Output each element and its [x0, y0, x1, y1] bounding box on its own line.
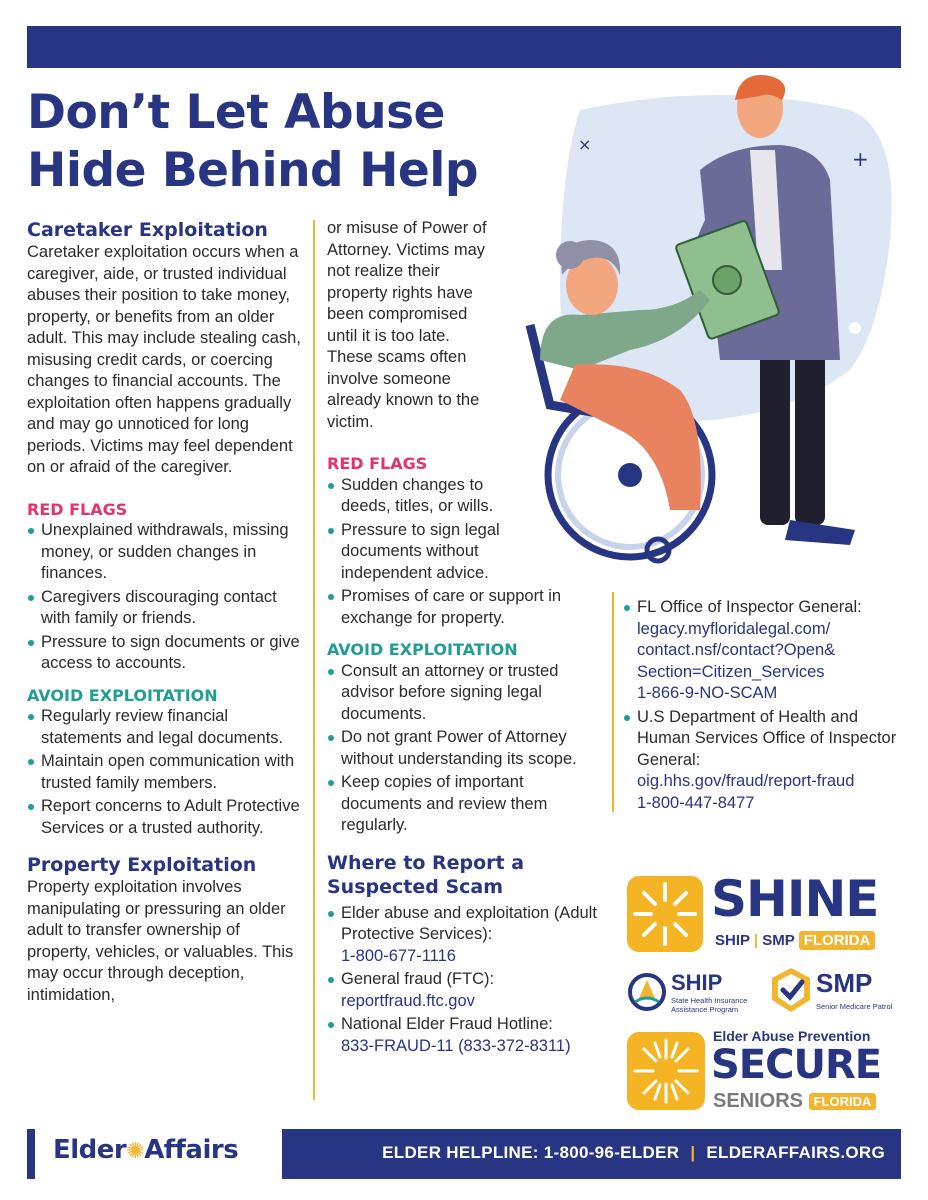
report-heading: Where to Report a Suspected Scam — [327, 851, 525, 898]
list-item: Unexplained withdrawals, missing money, or sudden changes in finances. — [27, 520, 302, 585]
property-body-part2: or misuse of Power of Attorney. Victims may not realize their property rights have been compromised until it is too late. These scams often involve someone already known to the victim. — [327, 219, 487, 431]
sun-icon — [627, 876, 703, 952]
list-item: Do not grant Power of Attorney without understanding its scope. — [327, 727, 602, 770]
caretaker-body: Caretaker exploitation occurs when a caregiver, aide, or trusted individual abuses their position to take money, property, or benefits from an older adult. This may include stealing cash, misusing credit cards, or coercing changes to financial accounts. The exploitation often happens gradually and may go unnoticed for long periods. Victims may feel dependent on or afraid of the caregiver. — [27, 243, 301, 476]
smp-subtitle: Senior Medicare Patrol — [816, 1002, 893, 1011]
report-label-hotline: National Elder Fraud Hotline: — [341, 1015, 553, 1033]
report-link-fl-oig-phone[interactable]: 1-866-9-NO-SCAM — [637, 684, 778, 702]
list-item — [623, 707, 903, 815]
shine-subline: SHIP | SMP FLORIDA — [715, 932, 875, 949]
list-item — [327, 1014, 602, 1057]
footer-bar — [27, 1129, 901, 1179]
list-item: Promises of care or support in exchange for property. — [327, 586, 602, 629]
list-item: Consult an attorney or trusted advisor before signing legal documents. — [327, 661, 602, 726]
shine-ship-text: SHIP — [715, 932, 750, 949]
report-link-fl-oig-2[interactable]: contact.nsf/contact?Open& — [637, 641, 836, 659]
seniors-wordmark: SENIORS — [713, 1090, 804, 1112]
page-title — [27, 84, 587, 200]
top-banner-bar — [27, 26, 901, 68]
list-item — [623, 597, 903, 705]
report-link-ftc[interactable]: reportfraud.ftc.gov — [341, 991, 475, 1010]
shine-logo — [627, 870, 897, 956]
ship-logo — [627, 970, 757, 1020]
list-item — [327, 969, 602, 1012]
sun-burst-icon — [627, 1032, 705, 1110]
list-item: Report concerns to Adult Protective Services or a trusted authority. — [27, 796, 302, 839]
caretaker-avoid-heading: AVOID EXPLOITATION — [27, 685, 218, 705]
column-caretaker — [27, 218, 302, 1006]
sun-icon: ✺ — [126, 1139, 145, 1164]
report-label-ftc: General fraud (FTC): — [341, 970, 495, 988]
report-link-hotline[interactable]: 833-FRAUD-11 (833-372-8311) — [341, 1036, 571, 1055]
report-list — [327, 903, 602, 1058]
footer-logo-panel — [27, 1129, 282, 1179]
footer-website-link[interactable]: ELDERAFFAIRS.ORG — [706, 1143, 885, 1162]
report-label-fl-oig: FL Office of Inspector General: — [637, 598, 862, 616]
footer-separator: | — [690, 1143, 696, 1162]
property-red-flags-list — [327, 475, 602, 630]
shine-smp-text: SMP — [762, 932, 795, 949]
ship-wordmark: SHIP — [671, 970, 723, 995]
list-item: Regularly review financial statements and legal documents. — [27, 706, 302, 749]
caretaker-red-flags-heading: RED FLAGS — [27, 499, 128, 519]
report-label-hhs-oig: U.S Department of Health and Human Services Office of Inspector General: — [637, 707, 897, 769]
list-item: Pressure to sign legal documents without independent advice. — [327, 520, 516, 585]
secure-florida-badge: FLORIDA — [809, 1093, 877, 1110]
logo-word-affairs: Affairs — [144, 1135, 239, 1165]
list-item: Sudden changes to deeds, titles, or wills. — [327, 475, 516, 518]
ship-subtitle-1: State Health Insurance — [671, 996, 748, 1005]
column-divider-2 — [612, 592, 614, 812]
footer-contact — [382, 1143, 885, 1163]
report-label-aps: Elder abuse and exploitation (Adult Protective Services): — [341, 903, 597, 943]
list-item — [327, 903, 602, 968]
footer-left-edge — [27, 1129, 35, 1179]
column-report-more — [623, 597, 903, 816]
secure-tagline: Elder Abuse Prevention — [713, 1028, 871, 1044]
shine-florida-badge: FLORIDA — [799, 931, 876, 950]
elder-affairs-logo — [53, 1135, 238, 1165]
secure-wordmark: SECURE — [711, 1042, 882, 1088]
list-item: Maintain open communication with trusted family members. — [27, 751, 302, 794]
shine-wordmark: SHINE — [711, 870, 879, 928]
ship-subtitle-2: Assistance Program — [671, 1005, 739, 1014]
smp-shield-check-icon — [770, 966, 812, 1014]
caretaker-red-flags-list — [27, 520, 302, 675]
list-item: Pressure to sign documents or give access to accounts. — [27, 632, 302, 675]
list-item: Caregivers discouraging contact with family or friends. — [27, 587, 302, 630]
column-divider-1 — [313, 220, 315, 1100]
logo-word-elder: Elder — [53, 1135, 127, 1165]
property-heading: Property Exploitation — [27, 854, 257, 876]
caretaker-avoid-list — [27, 706, 302, 839]
title-line-2: Hide Behind Help — [27, 143, 479, 198]
caretaker-heading: Caretaker Exploitation — [27, 219, 268, 241]
smp-wordmark: SMP — [816, 968, 873, 998]
report-link-fl-oig-1[interactable]: legacy.myfloridalegal.com/ — [637, 619, 831, 638]
property-red-flags-heading: RED FLAGS — [327, 454, 428, 473]
property-avoid-heading: AVOID EXPLOITATION — [327, 640, 518, 659]
report-link-hhs-oig[interactable]: oig.hhs.gov/fraud/report-fraud — [637, 772, 855, 790]
svg-text:×: × — [578, 135, 592, 154]
svg-text:+: + — [852, 147, 869, 171]
secure-seniors-logo — [627, 1030, 902, 1112]
footer-helpline-text[interactable]: ELDER HELPLINE: 1-800-96-ELDER — [382, 1143, 680, 1162]
list-item: Keep copies of important documents and review them regularly. — [327, 772, 602, 837]
property-avoid-list — [327, 661, 602, 837]
column-property — [327, 218, 602, 1059]
seniors-line — [713, 1090, 876, 1113]
report-link-hhs-oig-phone[interactable]: 1-800-447-8477 — [637, 793, 755, 812]
title-line-1: Don’t Let Abuse — [27, 85, 445, 140]
property-body-part1: Property exploitation involves manipulating or pressuring an older adult to transfer ownership of property, vehicles, or valuables. This may occur through deception, intimidation, — [27, 878, 294, 1004]
ship-subtitle — [671, 996, 747, 1014]
ship-emblem-icon — [627, 972, 667, 1012]
report-link-aps[interactable]: 1-800-677-1116 — [341, 946, 456, 965]
report-link-fl-oig-3[interactable]: Section=Citizen_Services — [637, 662, 825, 681]
smp-logo — [770, 966, 900, 1018]
report-more-list — [623, 597, 903, 814]
